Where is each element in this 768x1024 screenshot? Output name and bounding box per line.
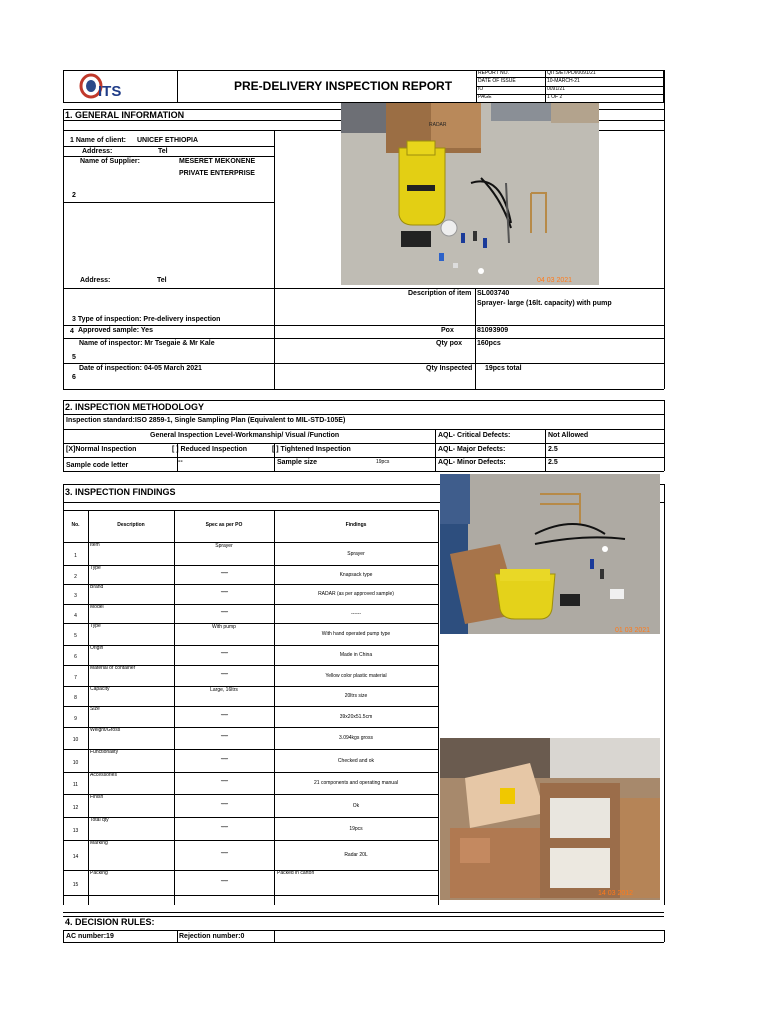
row-finding: RADAR (as per approved sample) xyxy=(318,591,394,597)
sample-code-label: Sample code letter xyxy=(66,462,129,469)
row-spec: ----- xyxy=(220,570,228,577)
inspector-number: 5 xyxy=(72,354,76,361)
date-number: 6 xyxy=(72,374,76,381)
date-of-inspection: Date of inspection: 04-05 March 2021 xyxy=(79,365,202,372)
col-description: Description xyxy=(117,522,145,528)
photo2-date-stamp: 01 03 2021 xyxy=(615,627,651,634)
row-finding: 21 components and operating manual xyxy=(314,780,398,786)
row-description: Origin xyxy=(90,645,104,651)
meta-value-1: QITS/ET/PDI/0091/21 xyxy=(547,70,596,76)
type-of-inspection: 3 Type of inspection: Pre-delivery inspection xyxy=(72,316,221,323)
row-finding: Checked and ok xyxy=(337,758,375,764)
tightened-inspection: [ ] Tightened Inspection xyxy=(272,446,351,453)
row-finding: Knapsack type xyxy=(339,572,373,578)
tel2-label: Tel xyxy=(157,277,167,284)
sample-code-value: -- xyxy=(178,458,183,465)
row-spec: Large, 16ltrs xyxy=(210,687,238,693)
client-value: UNICEF ETHIOPIA xyxy=(137,137,199,144)
aql-critical-label: AQL- Critical Defects: xyxy=(438,432,511,439)
table-row xyxy=(63,817,438,840)
qty-inspected-value: 19pcs total xyxy=(485,365,522,372)
table-row xyxy=(63,870,438,895)
row-description: Material of container xyxy=(90,665,136,671)
row-finding: 39x20x51.5cm xyxy=(339,714,373,720)
meta-label-2: DATE OF ISSUE xyxy=(478,78,516,84)
row-number: 1 xyxy=(74,553,77,559)
row-finding: Radar 20L xyxy=(344,852,368,858)
row-number: 9 xyxy=(74,716,77,722)
table-row xyxy=(63,584,438,604)
reduced-inspection: [ ] Reduced Inspection xyxy=(172,446,248,453)
sample-size-label: Sample size xyxy=(277,459,318,466)
table-row xyxy=(63,604,438,623)
aql-major-value: 2.5 xyxy=(548,446,558,453)
table-row xyxy=(63,794,438,817)
meta-label-1: REPORT NO. xyxy=(478,70,509,76)
row-description: Item xyxy=(90,542,100,548)
aql-critical-value: Not Allowed xyxy=(548,432,589,439)
row-description: Accessories xyxy=(90,772,117,778)
address-label: Address: xyxy=(82,148,113,155)
aql-minor-label: AQL- Minor Defects: xyxy=(438,459,506,466)
row-description: Functionality xyxy=(90,749,119,755)
report-title: PRE-DELIVERY INSPECTION REPORT xyxy=(234,79,453,93)
logo-text: ITS xyxy=(98,83,122,100)
row-finding: With hand operated pump type xyxy=(321,631,391,637)
meta-value-2: 10-MARCH-21 xyxy=(547,78,580,84)
row-finding: ------ xyxy=(351,611,361,617)
row-description: Type xyxy=(90,623,101,629)
table-row xyxy=(63,706,438,727)
row-finding: 20ltrs size xyxy=(344,693,368,699)
col-spec: Spec as per PO xyxy=(205,522,243,528)
row-number: 13 xyxy=(72,828,79,834)
sprayer-photo xyxy=(341,103,599,285)
row-number: 14 xyxy=(72,854,79,860)
sample-size-value: 19pcs xyxy=(376,459,390,465)
supplier-label: Name of Supplier: xyxy=(80,158,140,165)
description-text: Sprayer- large (16lt. capacity) with pump xyxy=(477,300,612,307)
cartons-photo xyxy=(440,738,660,900)
table-row xyxy=(63,840,438,870)
row-spec: ----- xyxy=(220,671,228,678)
row-spec: ----- xyxy=(220,712,228,719)
row-finding: Made in China xyxy=(339,652,373,658)
table-row xyxy=(63,645,438,665)
approved-sample: Approved sample: Yes xyxy=(78,327,153,334)
row-finding: 3.094kgs gross xyxy=(339,735,373,741)
section-decision-heading: 4. DECISION RULES: xyxy=(65,917,155,927)
section-general-heading: 1. GENERAL INFORMATION xyxy=(65,110,185,120)
components-photo xyxy=(440,474,660,634)
row-finding: Ok xyxy=(352,803,360,809)
table-row xyxy=(63,623,438,645)
meta-value-4: 1 OF 2 xyxy=(547,94,563,100)
inspector-name: Name of inspector: Mr Tsegaie & Mr Kale xyxy=(79,340,215,347)
row-spec: ----- xyxy=(220,733,228,740)
col-findings: Findings xyxy=(345,522,367,528)
row-number: 11 xyxy=(72,782,79,788)
table-row xyxy=(63,665,438,686)
row-spec: ----- xyxy=(220,650,228,657)
row-spec: ----- xyxy=(220,589,228,596)
row-number: 2 xyxy=(74,574,77,580)
description-code: SL003740 xyxy=(477,290,510,297)
description-label: Description of item xyxy=(408,290,472,297)
row-number: 6 xyxy=(74,654,77,660)
row-number: 7 xyxy=(74,675,77,681)
row-number: 15 xyxy=(72,882,79,888)
photo3-date-stamp: 14 03 2012 xyxy=(598,890,634,897)
row-2-number: 2 xyxy=(72,192,76,199)
table-row xyxy=(63,727,438,749)
row-spec: Sprayer xyxy=(215,543,233,549)
pox-value: 81093909 xyxy=(477,327,509,334)
row-spec: ----- xyxy=(220,850,228,857)
meta-label-4: PAGE xyxy=(478,94,492,100)
row-spec: ----- xyxy=(220,824,228,831)
row-description: Type xyxy=(90,565,101,571)
table-row xyxy=(63,749,438,772)
row-finding: Packed in carton xyxy=(277,870,315,876)
row-spec: With pump xyxy=(212,624,236,630)
row-description: Packing xyxy=(90,870,108,876)
address2-label: Address: xyxy=(80,277,111,284)
row-spec: ----- xyxy=(220,609,228,616)
row-number: 10 xyxy=(72,760,79,766)
row-description: Marking xyxy=(90,840,108,846)
inspection-level: General Inspection Level-Workmanship/ Visual /Function xyxy=(150,432,340,439)
pox-label: Pox xyxy=(441,327,454,334)
qty-inspected-label: Qty Inspected xyxy=(426,365,473,372)
row-number: 12 xyxy=(72,805,79,811)
aql-minor-value: 2.5 xyxy=(548,459,558,466)
table-row xyxy=(63,542,438,565)
approved-number: 4 xyxy=(70,328,74,335)
findings-table xyxy=(63,510,438,905)
row-spec: ----- xyxy=(220,801,228,808)
row-spec: ----- xyxy=(220,756,228,763)
supplier-value-2: PRIVATE ENTERPRISE xyxy=(179,170,255,177)
row-description: Weight/Gross xyxy=(90,727,121,733)
qty-pox-label: Qty pox xyxy=(436,340,463,347)
table-row xyxy=(63,772,438,794)
qty-pox-value: 160pcs xyxy=(477,340,501,347)
ac-number: AC number:19 xyxy=(66,933,114,940)
row-number: 5 xyxy=(74,633,77,639)
section-methodology-heading: 2. INSPECTION METHODOLOGY xyxy=(65,402,205,412)
row-finding: 19pcs xyxy=(349,826,363,832)
aql-major-label: AQL- Major Defects: xyxy=(438,446,506,453)
table-row xyxy=(63,686,438,706)
photo1-box-text: RADAR xyxy=(429,122,447,128)
row-number: 4 xyxy=(74,613,77,619)
row-spec: ----- xyxy=(220,878,228,885)
rejection-number: Rejection number:0 xyxy=(179,933,245,940)
client-label: 1 Name of client: xyxy=(70,137,127,144)
row-number: 3 xyxy=(74,593,77,599)
row-spec: ----- xyxy=(220,778,228,785)
tel-label: Tel xyxy=(158,148,168,155)
row-description: Capacity xyxy=(90,686,110,692)
row-description: Brand xyxy=(90,584,104,590)
row-description: Total qty xyxy=(90,817,109,823)
row-finding: Sprayer xyxy=(347,551,365,557)
row-number: 8 xyxy=(74,695,77,701)
row-description: Model xyxy=(90,604,104,610)
col-no: No. xyxy=(71,522,80,528)
photo1-date-stamp: 04 03 2021 xyxy=(537,277,573,284)
meta-value-3: 0091/21 xyxy=(547,86,566,92)
section-findings-heading: 3. INSPECTION FINDINGS xyxy=(65,487,176,497)
row-finding: Yellow color plastic material xyxy=(325,673,387,679)
meta-label-3: IO xyxy=(478,86,484,92)
row-number: 10 xyxy=(72,737,79,743)
row-description: Finish xyxy=(90,794,104,800)
row-description: Size xyxy=(90,706,100,712)
normal-inspection: [X]Normal Inspection xyxy=(66,446,137,453)
table-row xyxy=(63,565,438,584)
supplier-value-1: MESERET MEKONENE xyxy=(179,158,256,165)
inspection-standard: Inspection standard:ISO 2859-1, Single Sampling Plan (Equivalent to MIL-STD-105E) xyxy=(66,417,346,424)
